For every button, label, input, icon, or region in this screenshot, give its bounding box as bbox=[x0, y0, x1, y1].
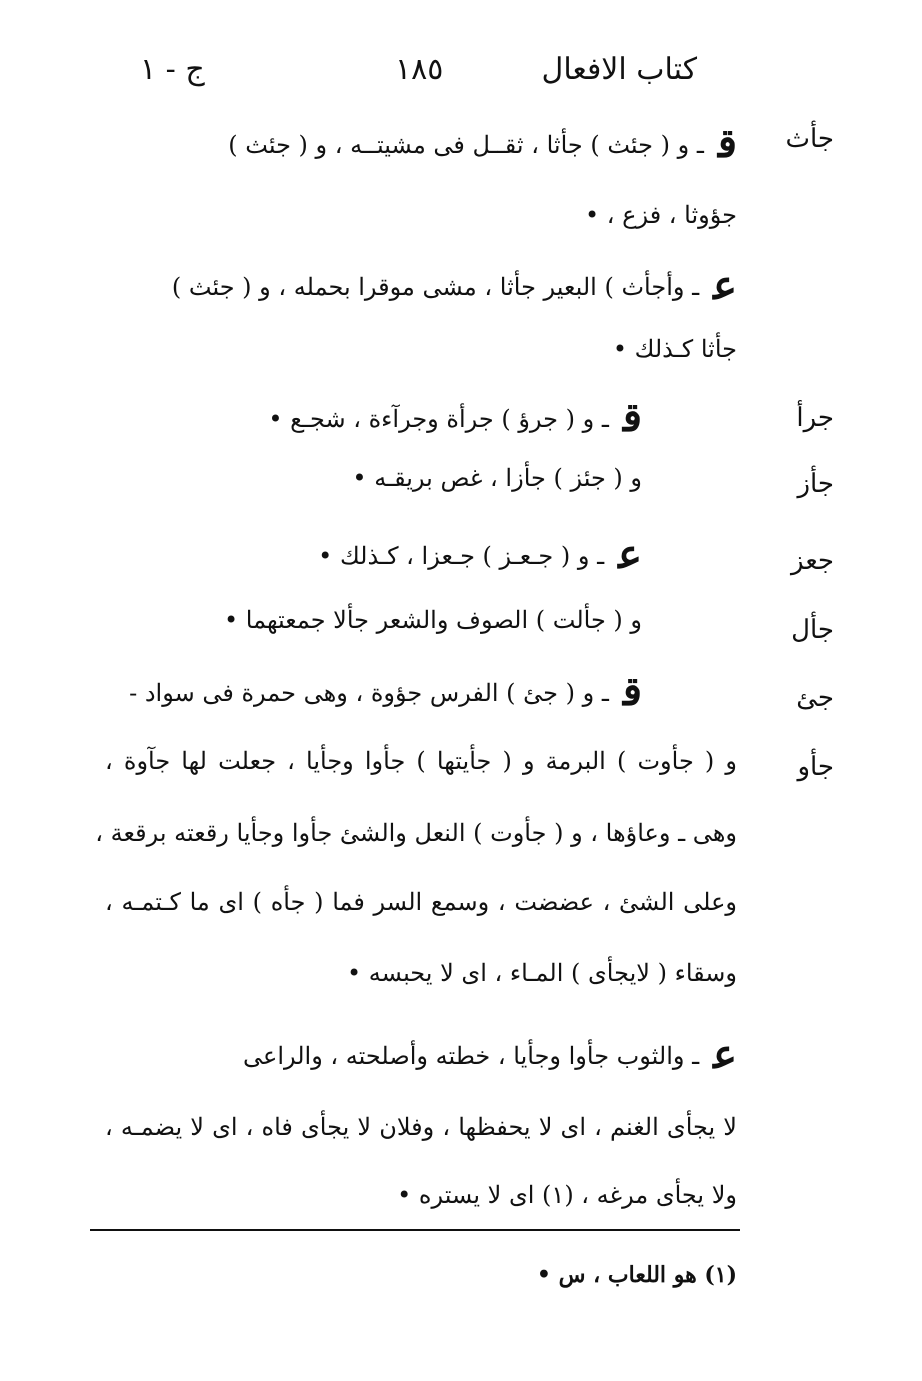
entry-line bbox=[352, 466, 642, 490]
entry-line bbox=[397, 1183, 737, 1207]
entry-text: ـ و ( جـعـز ) جـعزا ، كـذلك • bbox=[318, 542, 605, 570]
entry-line bbox=[228, 120, 737, 167]
section-marker: ع bbox=[618, 531, 642, 578]
entry-line bbox=[243, 1031, 737, 1078]
entry-line bbox=[585, 203, 737, 227]
volume-label: ج - ١ bbox=[140, 52, 205, 87]
entry-line bbox=[613, 337, 737, 361]
section-marker: ع bbox=[713, 262, 737, 309]
section-marker: ق bbox=[622, 668, 642, 715]
headword: جأو bbox=[797, 752, 834, 782]
entry-line bbox=[318, 531, 642, 578]
section-marker: ق bbox=[622, 394, 642, 441]
entry-line bbox=[105, 749, 737, 773]
page-number: ١٨٥ bbox=[395, 52, 444, 87]
entry-line bbox=[224, 608, 642, 632]
headword: جأث bbox=[785, 124, 834, 154]
entry-text: لا يجأى الغنم ، اى لا يحفظها ، وفلان لا يجأى فاه ، اى لا يضمـه ، bbox=[105, 1113, 737, 1141]
entry-text: و ( جأوت ) البرمة و ( جأيتها ) جأوا وجأيا ، جعلت لها جآوة ، bbox=[105, 747, 737, 775]
entry-line bbox=[268, 394, 642, 441]
entry-text: و ( جئز ) جأزا ، غص بريقـه • bbox=[352, 464, 642, 492]
headword: جعز bbox=[791, 546, 834, 576]
headword: جأل bbox=[791, 615, 834, 645]
entry-text: ـ و ( جئ ) الفرس جؤوة ، وهى حمرة فى سواد - bbox=[129, 679, 609, 707]
footnote: (١) هو اللعاب ، س • bbox=[536, 1262, 737, 1288]
entry-text: جأثا كـذلك • bbox=[612, 335, 737, 363]
entry-text: وسقاء ( لايجأى ) المـاء ، اى لا يحبسه • bbox=[347, 959, 737, 987]
headword: جأز bbox=[797, 469, 834, 499]
entry-line bbox=[105, 1115, 737, 1139]
headword: جئ bbox=[796, 683, 834, 713]
entry-line bbox=[171, 262, 737, 309]
section-marker: ع bbox=[713, 1031, 737, 1078]
entry-text: و ( جألت ) الصوف والشعر جألا جمعتهما • bbox=[223, 606, 642, 634]
footnote-divider bbox=[90, 1229, 740, 1231]
entry-text: ـ وأجأث ) البعير جأثا ، مشى موقرا بحمله ، و ( جئث ) bbox=[171, 273, 700, 301]
entry-text: ولا يجأى مرغه ، (١) اى لا يستره • bbox=[397, 1181, 737, 1209]
entry-line bbox=[129, 668, 642, 715]
headword: جرأ bbox=[796, 403, 834, 433]
entry-text: وهى ـ وعاؤها ، و ( جأوت ) النعل والشئ جأوا وجأيا رقعته برقعة ، bbox=[95, 819, 737, 847]
entry-text: ـ والثوب جأوا وجأيا ، خطته وأصلحته ، والراعى bbox=[243, 1042, 700, 1070]
entry-text: ـ و ( جئث ) جأثا ، ثقــل فى مشيتــه ، و ( جئث ) bbox=[228, 131, 704, 159]
entry-line bbox=[105, 890, 737, 914]
entry-line bbox=[95, 819, 737, 847]
book-title: كتاب الافعال bbox=[541, 52, 697, 87]
entry-text: وعلى الشئ ، عضضت ، وسمع السر فما ( جأه ) اى ما كـتمـه ، bbox=[105, 888, 737, 916]
entry-line bbox=[347, 961, 737, 985]
section-marker: ق bbox=[717, 120, 737, 167]
entry-text: جؤوثا ، فزع ، • bbox=[584, 201, 737, 229]
entry-text: ـ و ( جرؤ ) جرأة وجرآءة ، شجـع • bbox=[268, 405, 609, 433]
